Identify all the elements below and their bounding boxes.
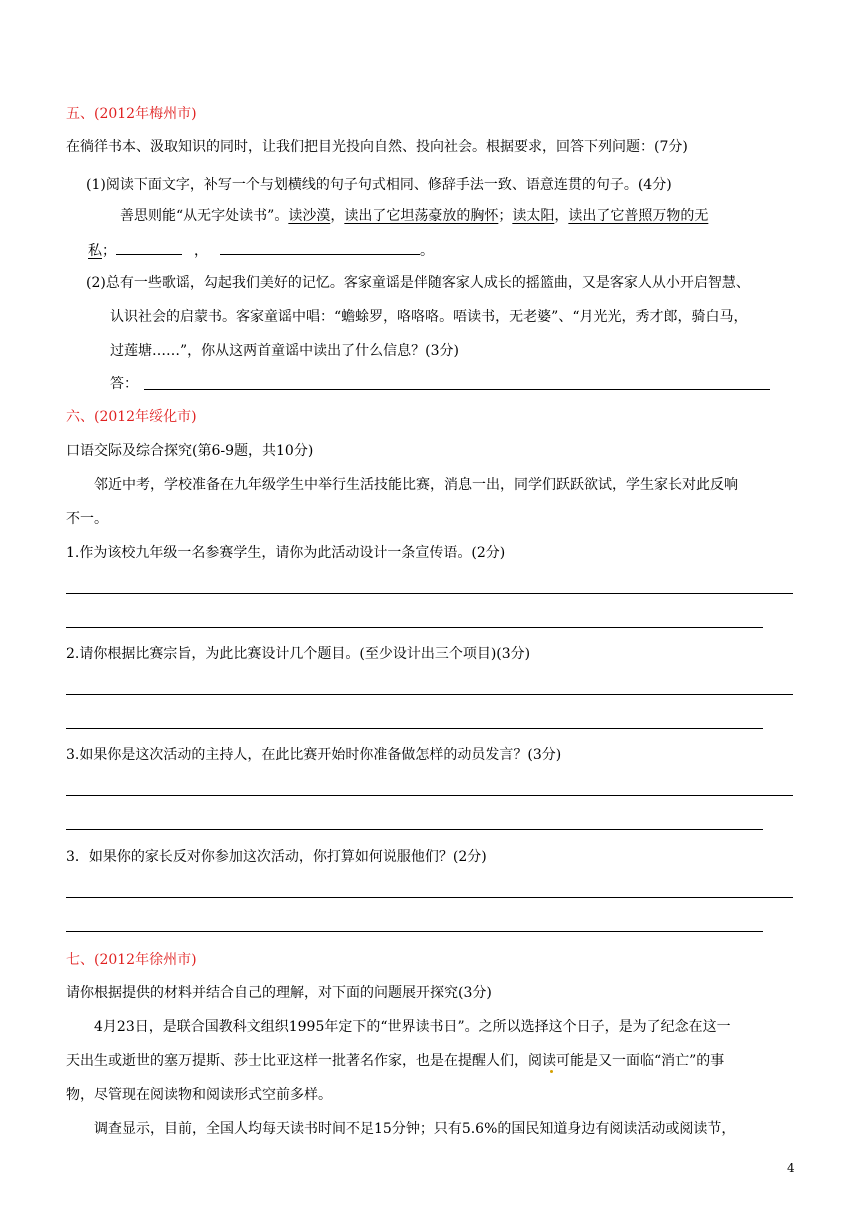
question-5-1: (1)阅读下面文字，补写一个与划横线的句子句式相同、修辞手法一致、语意连贯的句子。(4分) <box>86 177 672 193</box>
section-7-heading: 七、(2012年徐州市) <box>66 952 197 968</box>
question-6-4: 3．如果你的家长反对你参加这次活动，你打算如何说服他们？(2分) <box>66 849 487 865</box>
section-6-heading: 六、(2012年绥化市) <box>66 409 197 425</box>
question-6-3: 3.如果你是这次活动的主持人，在此比赛开始时你准备做怎样的动员发言？(3分) <box>66 747 562 763</box>
section-7-paragraph-2-line-1: 调查显示，目前，全国人均每天读书时间不足15分钟；只有5.6%的国民知道身边有阅读活动或阅读节， <box>94 1121 736 1137</box>
fill-blank-1[interactable] <box>116 240 182 255</box>
section-6-paragraph-line-1: 邻近中考，学校准备在九年级学生中举行生活技能比赛，消息一出，同学们跃跃欲试，学生家长对此反响 <box>94 477 738 493</box>
section-7-intro: 请你根据提供的材料并结合自己的理解，对下面的问题展开探究(3分) <box>66 985 492 1001</box>
answer-line[interactable] <box>66 795 793 796</box>
question-5-2-line-1: (2)总有一些歌谣，勾起我们美好的记忆。客家童谣是伴随客家人成长的摇篮曲，又是客家人从小开启智慧、 <box>86 275 750 291</box>
question-5-2-line-2: 认识社会的启蒙书。客家童谣中唱：“蟾蜍罗，咯咯咯。唔读书，无老婆”、“月光光，秀才郎，骑白马， <box>110 309 748 325</box>
underlined-phrase: 私 <box>88 243 102 259</box>
section-5-heading: 五、(2012年梅州市) <box>66 106 197 122</box>
answer-line[interactable] <box>66 829 763 830</box>
underlined-phrase: 读出了它普照万物的无 <box>568 208 709 224</box>
underlined-phrase: 读出了它坦荡豪放的胸怀 <box>344 208 499 224</box>
page-number: 4 <box>787 1161 795 1175</box>
passage-line-1: 善思则能“从无字处读书”。读沙漠，读出了它坦荡豪放的胸怀；读太阳，读出了它普照万物的无 <box>120 208 709 224</box>
question-6-2: 2.请你根据比赛宗旨，为此比赛设计几个题目。(至少设计出三个项目)(3分) <box>66 646 531 662</box>
underlined-phrase: 读太阳 <box>512 208 555 224</box>
question-5-2-line-3: 过莲塘……”，你从这两首童谣中读出了什么信息？(3分) <box>110 343 459 359</box>
answer-line[interactable] <box>66 593 793 594</box>
underlined-phrase: 读沙漠 <box>288 208 331 224</box>
passage-text: 善思则能“从无字处读书”。 <box>120 208 289 224</box>
passage-line-2: 私； ， 。 <box>88 240 434 261</box>
answer-line[interactable] <box>66 897 793 898</box>
section-6-intro: 口语交际及综合探究(第6-9题，共10分) <box>66 443 314 459</box>
section-6-paragraph-line-2: 不一。 <box>66 511 108 527</box>
answer-line[interactable] <box>144 389 770 390</box>
answer-label: 答： <box>110 376 138 392</box>
section-7-paragraph-1-line-2: 天出生或逝世的塞万提斯、莎士比亚这样一批著名作家，也是在提醒人们，阅读可能是又一面临“消亡”的事 <box>66 1053 725 1069</box>
section-5-intro: 在徜徉书本、汲取知识的同时，让我们把目光投向自然、投向社会。根据要求，回答下列问题：(7分) <box>66 139 688 155</box>
section-7-paragraph-1-line-1: 4月23日，是联合国教科文组织1995年定下的“世界读书日”。之所以选择这个日子，是为了纪念在这一 <box>94 1019 731 1035</box>
question-6-1: 1.作为该校九年级一名参赛学生，请你为此活动设计一条宣传语。(2分) <box>66 545 506 561</box>
fill-blank-2[interactable] <box>220 240 420 255</box>
answer-line[interactable] <box>66 931 763 932</box>
section-7-paragraph-1-line-3: 物，尽管现在阅读物和阅读形式空前多样。 <box>66 1087 332 1103</box>
text-cursor-mark <box>550 1070 553 1073</box>
answer-line[interactable] <box>66 627 763 628</box>
answer-line[interactable] <box>66 694 793 695</box>
answer-line[interactable] <box>66 728 763 729</box>
